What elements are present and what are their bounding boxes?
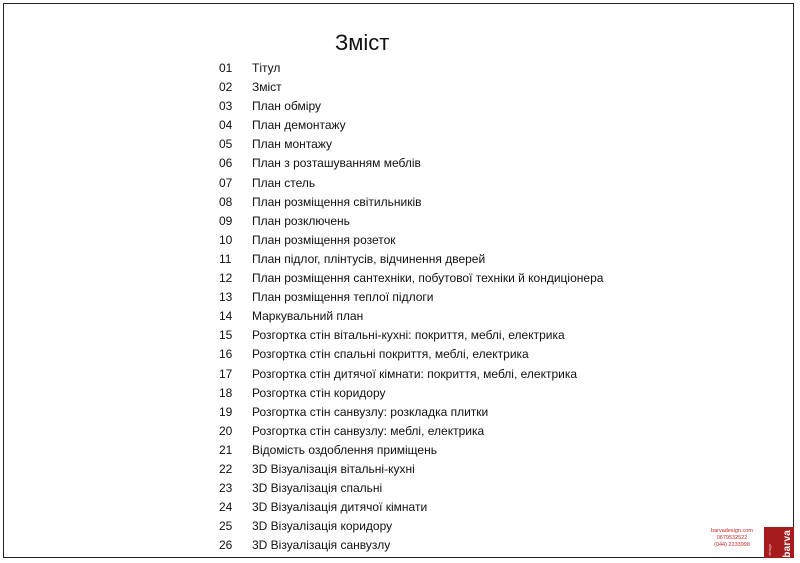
toc-item-number: 03 [219,99,233,114]
toc-item-number: 06 [219,156,233,171]
toc-item-number: 08 [219,194,233,209]
toc-item [219,59,603,78]
toc-item-label: Розгортка стін коридору [252,385,386,400]
toc-item-label: План з розташуванням меблів [252,156,421,171]
page-frame [3,3,794,558]
toc-item-label: Тітул [252,61,281,75]
phone-secondary: (044) 2233998 [714,542,750,548]
toc-item-number: 18 [219,385,233,400]
toc-item-label: План демонтажу [252,118,346,133]
toc-item [219,269,603,288]
toc-item [219,212,603,231]
toc-item [219,384,603,403]
page-title: Зміст [335,30,390,55]
toc-item-number: 21 [219,442,233,457]
toc-item-number: 10 [219,232,233,247]
toc-item-label: План монтажу [252,137,333,152]
toc-item-number: 24 [219,500,233,515]
toc-item [219,403,603,422]
toc-item-number: 26 [219,538,233,553]
toc-item [219,135,603,154]
toc-item-number: 14 [219,309,233,324]
toc-item-number: 05 [219,137,233,152]
toc-item-number: 09 [219,213,233,228]
toc-item-label: Розгортка стін санвузлу: меблі, електрика [252,423,485,438]
toc-item-label: План розключень [252,213,350,228]
toc-item [219,517,603,536]
toc-item-number: 17 [219,366,233,381]
toc-item-label: Зміст [252,80,282,95]
toc-item [219,116,603,135]
toc-item-label: Розгортка стін вітальні-кухні: покриття, меблі, електрика [252,328,565,343]
contact-info [700,528,764,549]
toc-item-label: 3D Візуалізація коридору [252,519,393,534]
toc-item-number: 02 [219,80,233,95]
toc-item [219,536,603,555]
toc-item-number: 22 [219,461,233,476]
toc-item [219,154,603,173]
toc-item [219,422,603,441]
toc-item [219,78,603,97]
toc-item-label: План обміру [252,99,321,114]
toc-item-number: 04 [219,118,233,133]
toc-item [219,97,603,116]
phone-primary: 0679532522 [716,535,748,541]
toc-item [219,288,603,307]
toc-item-label: 3D Візуалізація санвузлу [252,538,391,553]
toc-item [219,193,603,212]
toc-item [219,231,603,250]
toc-item-label: 3D Візуалізація вітальні-кухні [252,461,415,476]
toc-item-label: План підлог, плінтусів, відчинення дверей [252,251,486,266]
logo-subtext: design [767,544,772,556]
toc-item-number: 11 [219,251,232,266]
toc-item-label: Відомість оздоблення приміщень [252,442,437,457]
toc-item [219,460,603,479]
toc-item-number: 07 [219,175,233,190]
toc-item-number: 20 [219,423,233,438]
toc-item [219,307,603,326]
toc-item-number: 12 [219,271,233,286]
toc-item-label: План розміщення теплої підлоги [252,290,434,305]
toc-item-label: Розгортка стін санвузлу: розкладка плитки [252,404,489,419]
toc-item-label: Розгортка стін дитячої кімнати: покриття, меблі, електрика [252,366,578,381]
toc-item-number: 15 [219,328,233,343]
toc-item-number: 13 [219,290,233,305]
toc-item [219,174,603,193]
toc-item-label: 3D Візуалізація спальні [252,481,383,496]
toc-item-label: План стель [252,175,316,190]
website-text: barvadesign.com [711,528,753,534]
toc-item [219,326,603,345]
toc-item-label: Маркувальний план [252,309,364,324]
toc-item-label: Розгортка стін спальні покриття, меблі, електрика [252,347,529,362]
toc-item-label: План розміщення розеток [252,232,396,247]
toc-item-number: 23 [219,481,233,496]
toc-item [219,345,603,364]
toc-item-number: 19 [219,404,233,419]
toc-item-number: 16 [219,347,233,362]
toc-item [219,365,603,384]
toc-item [219,250,603,269]
toc-item-label: 3D Візуалізація дитячої кімнати [252,500,428,515]
toc-item-number: 01 [219,61,233,75]
toc-item-label: План розміщення світильників [252,194,422,209]
brand-logo [764,527,794,558]
toc-item-label: План розміщення сантехніки, побутової техніки й кондиціонера [252,271,604,286]
toc-item [219,441,603,460]
toc-item-number: 25 [219,519,233,534]
toc-item [219,479,603,498]
toc-item [219,498,603,517]
table-of-contents [219,59,603,555]
logo-text: barva [782,530,793,558]
